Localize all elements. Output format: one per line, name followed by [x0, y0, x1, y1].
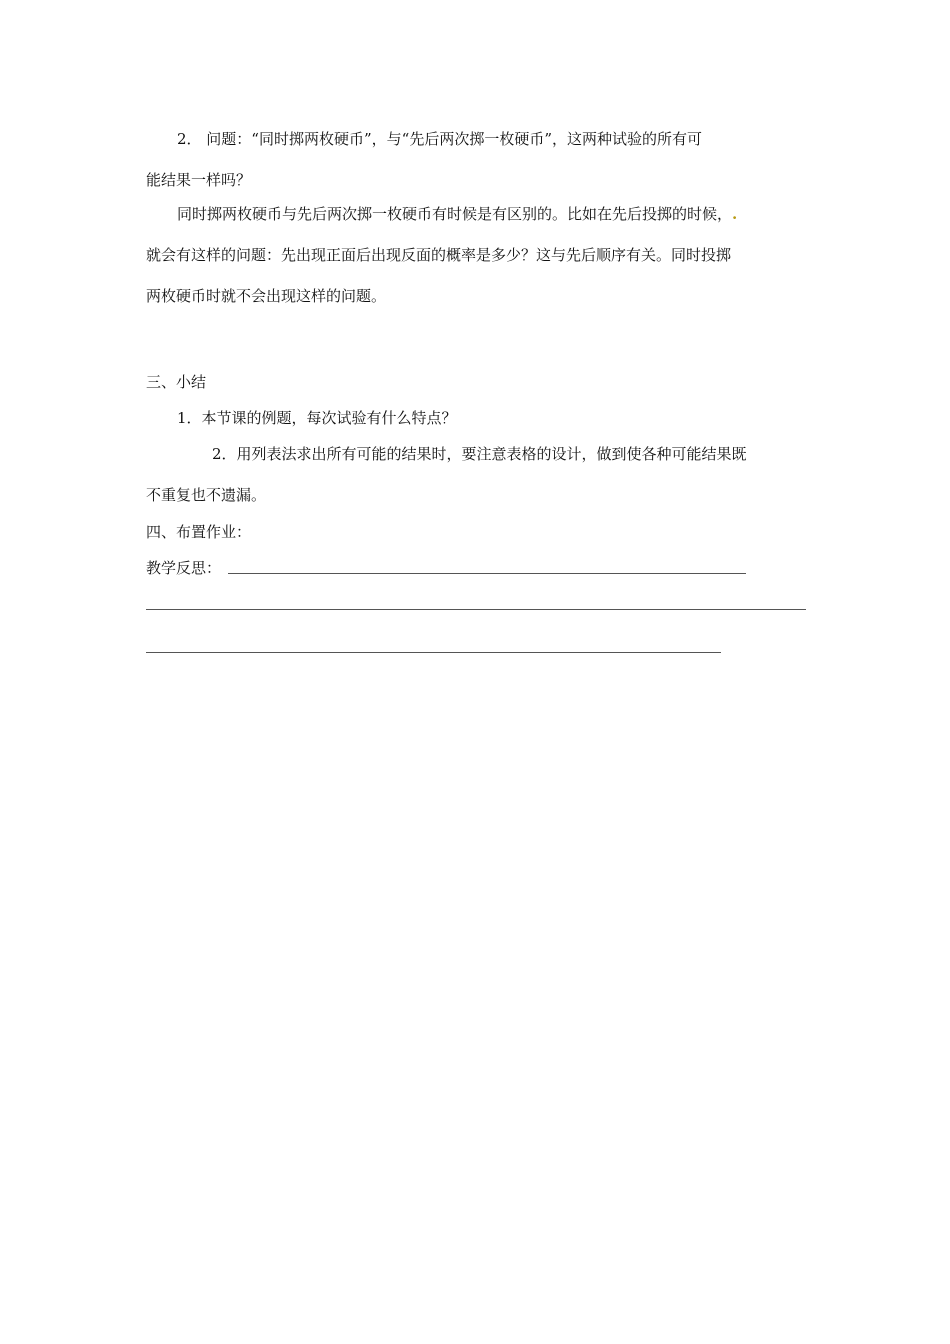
summary-heading: 三、小结	[146, 373, 207, 391]
answer-line-1	[177, 204, 737, 224]
answer-line-3: 两枚硬币时就不会出现这样的问题。	[146, 287, 387, 305]
answer-mark: .	[732, 205, 738, 223]
answer-line-2: 就会有这样的问题：先出现正面后出现反面的概率是多少？这与先后顺序有关。同时投掷	[146, 246, 732, 264]
reflection-rule-1	[228, 573, 746, 574]
summary-item-2-line-2: 不重复也不遗漏。	[146, 486, 267, 504]
reflection-label: 教学反思：	[146, 559, 222, 577]
homework-heading: 四、布置作业：	[146, 523, 252, 541]
question-2-line-1: 2． 问题：“同时掷两枚硬币”，与“先后两次掷一枚硬币”，这两种试验的所有可	[177, 130, 702, 148]
reflection-rule-2	[146, 609, 806, 610]
answer-line-1-text: 同时掷两枚硬币与先后两次掷一枚硬币有时候是有区别的。比如在先后投掷的时候，	[177, 205, 733, 223]
question-2-line-2: 能结果一样吗？	[146, 171, 252, 189]
summary-item-2-line-1: 2．用列表法求出所有可能的结果时，要注意表格的设计，做到使各种可能结果既	[212, 445, 747, 463]
summary-item-1: 1．本节课的例题，每次试验有什么特点？	[177, 409, 457, 427]
reflection-rule-3	[146, 652, 721, 653]
